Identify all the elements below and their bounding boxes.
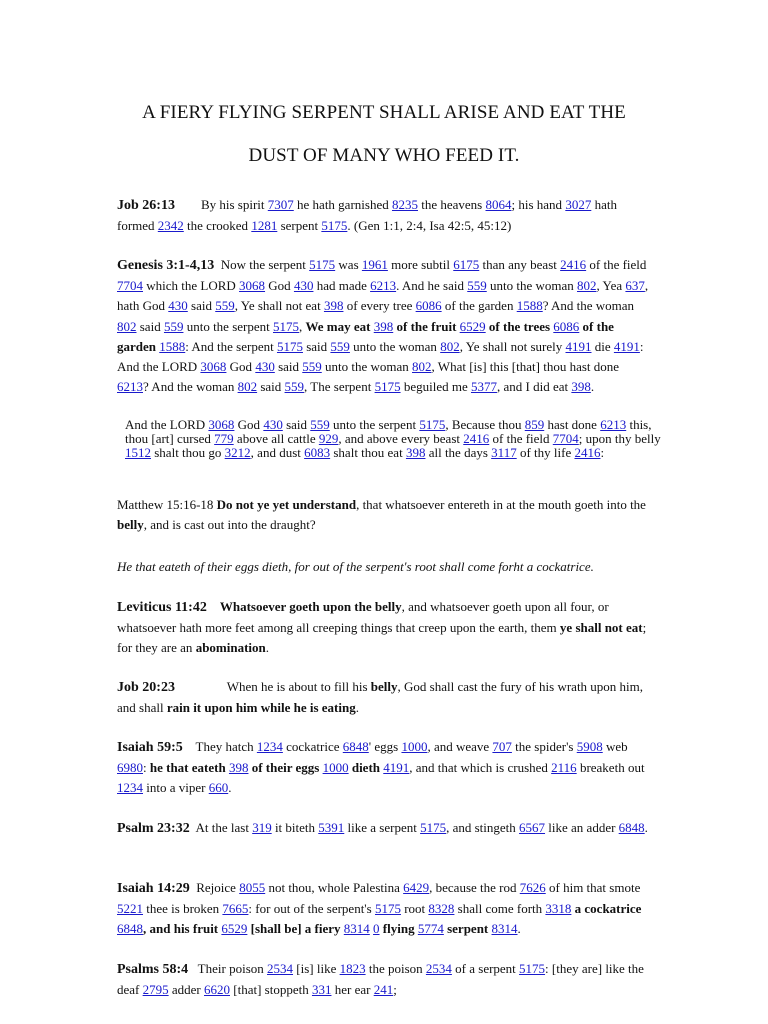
strongs-number-link[interactable]: 6213 <box>117 379 143 395</box>
verse-reference: Psalms 58:4 <box>117 962 189 977</box>
strongs-number-link[interactable]: 430 <box>168 298 188 314</box>
verse-text: ? And the woman <box>542 298 638 314</box>
strongs-number-link[interactable]: 6429 <box>403 880 430 895</box>
verse-reference: Job 26:13 <box>117 198 175 213</box>
strongs-number-link[interactable]: 398 <box>405 445 426 460</box>
bold-text: serpent <box>443 921 492 937</box>
verse-text: By his spirit <box>174 197 268 212</box>
verse-text: he hath garnished <box>293 197 392 212</box>
verse-text: ? And the woman <box>143 379 238 395</box>
strongs-number-link[interactable]: 1588 <box>159 338 186 354</box>
strongs-number-link[interactable]: 3027 <box>565 197 592 212</box>
strongs-number-link[interactable]: 241 <box>373 982 394 998</box>
verse-text: Matthew 15:16-18 <box>117 497 217 512</box>
verse-text: God <box>265 278 294 294</box>
strongs-number-link[interactable]: 1000 <box>401 739 428 754</box>
verse-text: adder <box>168 982 204 998</box>
strongs-number-link[interactable]: 2116 <box>551 760 577 776</box>
strongs-number-link[interactable]: 398 <box>228 760 249 776</box>
verse-text: her ear <box>331 982 374 998</box>
strongs-number-link[interactable]: 3068 <box>239 278 266 294</box>
bold-text: dieth <box>348 760 384 776</box>
verse-reference: Psalm 23:32 <box>117 821 190 836</box>
bold-text: he that eateth <box>149 760 229 776</box>
verse-text: of a serpent <box>451 961 520 976</box>
strongs-number-link[interactable]: 8055 <box>239 880 266 895</box>
verse-text: ; upon thy belly <box>578 431 665 446</box>
strongs-number-link[interactable]: 319 <box>252 820 272 835</box>
strongs-number-link[interactable]: 559 <box>163 318 184 334</box>
verse-job-20-23 <box>117 677 652 718</box>
strongs-number-link[interactable]: 2795 <box>142 982 169 998</box>
verse-text: die <box>591 338 614 354</box>
strongs-number-link[interactable]: 6083 <box>304 445 331 460</box>
strongs-number-link[interactable]: 802 <box>117 318 137 334</box>
verse-text: like an adder <box>545 820 619 835</box>
strongs-number-link[interactable]: 802 <box>237 379 258 395</box>
verse-text: unto the serpent <box>329 417 420 432</box>
bold-text: of their eggs <box>248 760 323 776</box>
verse-text: ; for they are an <box>117 620 650 656</box>
strongs-number-link[interactable]: 1000 <box>322 760 349 776</box>
strongs-number-link[interactable]: 7704 <box>117 278 143 294</box>
verse-text: God <box>234 417 264 432</box>
strongs-number-link[interactable]: 1588 <box>516 298 543 314</box>
strongs-number-link[interactable]: 2416 <box>574 445 601 460</box>
verse-text: more subtil <box>387 257 454 272</box>
verse-text: , Ye shall not surely <box>459 338 566 354</box>
verse-text: hast done <box>544 417 601 432</box>
verse-isaiah-14-29 <box>117 878 652 940</box>
bold-text: belly <box>117 517 144 533</box>
strongs-number-link[interactable]: 5175 <box>374 901 401 917</box>
strongs-number-link[interactable]: 7626 <box>519 880 546 895</box>
verse-psalm-23-32 <box>117 818 652 839</box>
verse-text: , because the rod <box>429 880 520 895</box>
bold-text: Whatsoever goeth upon the belly <box>219 599 402 614</box>
verse-text: , and weave <box>427 739 493 754</box>
strongs-number-link[interactable]: 5175 <box>420 820 447 835</box>
verse-text: : <box>143 760 150 776</box>
verse-text: , and above every beast <box>338 431 464 446</box>
verse-text: , God shall cast the fury of his wrath upon him, and shall <box>117 679 647 716</box>
strongs-number-link[interactable]: 3068 <box>208 417 235 432</box>
bold-text: of the trees <box>485 318 554 334</box>
strongs-number-link[interactable]: 5774 <box>417 921 444 937</box>
strongs-number-link[interactable]: 1281 <box>251 218 278 234</box>
strongs-number-link[interactable]: 0 <box>373 921 380 937</box>
strongs-number-link[interactable]: 7665 <box>222 901 249 917</box>
verse-text: said <box>136 318 164 334</box>
verse-text: , <box>299 318 306 334</box>
strongs-number-link[interactable]: 8235 <box>391 197 418 212</box>
strongs-number-link[interactable]: 6086 <box>553 318 580 334</box>
strongs-number-link[interactable]: 5175 <box>276 338 303 354</box>
strongs-number-link[interactable]: 559 <box>215 298 235 314</box>
bold-text: of the garden <box>117 318 614 354</box>
verse-text: web <box>602 739 631 754</box>
verse-text: the poison <box>365 961 426 976</box>
verse-text: was <box>335 257 362 272</box>
verse-psalms-58-4 <box>117 959 652 1000</box>
verse-text: . <box>228 780 232 796</box>
verse-text: unto the woman <box>486 278 578 294</box>
verse-text: said <box>302 338 331 354</box>
strongs-number-link[interactable]: 6620 <box>204 982 230 998</box>
verse-text: . <box>590 379 595 395</box>
verse-text: said <box>282 417 311 432</box>
bold-text: ye shall not eat <box>559 620 643 636</box>
bold-text: of the fruit <box>393 318 460 334</box>
strongs-number-link[interactable]: 5391 <box>318 820 345 835</box>
bold-text: [shall be] a fiery <box>247 921 344 937</box>
bold-text: , and his fruit <box>143 921 222 937</box>
strongs-number-link[interactable]: 2534 <box>425 961 452 976</box>
verse-text: , Ye shall not eat <box>234 298 324 314</box>
strongs-number-link[interactable]: 707 <box>492 739 512 754</box>
verse-text: unto the serpent <box>183 318 273 334</box>
bold-text: flying <box>379 921 418 937</box>
verse-text <box>207 599 220 614</box>
strongs-number-link[interactable]: 559 <box>330 338 350 354</box>
strongs-number-link[interactable]: 8314 <box>343 921 370 937</box>
verse-text: above all cattle <box>233 431 319 446</box>
verse-text: of thy life <box>516 445 575 460</box>
strongs-number-link[interactable]: 5175 <box>374 379 401 395</box>
verse-reference: Leviticus 11:42 <box>117 600 207 615</box>
verse-text: : And the LORD <box>117 338 647 375</box>
verse-text: not thou, whole Palestina <box>265 880 404 895</box>
strongs-number-link[interactable]: 1234 <box>117 780 143 796</box>
strongs-number-link[interactable]: 6086 <box>415 298 442 314</box>
verse-text: , and that which is crushed <box>409 760 552 776</box>
strongs-number-link[interactable]: 6529 <box>459 318 486 334</box>
strongs-number-link[interactable]: 6213 <box>370 278 397 294</box>
strongs-number-link[interactable]: 5175 <box>309 257 336 272</box>
strongs-number-link[interactable]: 6848 <box>618 820 645 835</box>
strongs-number-link[interactable]: 8314 <box>491 921 518 937</box>
verse-text: hath formed <box>117 197 621 234</box>
strongs-number-link[interactable]: 3117 <box>491 445 517 460</box>
verse-text: Now the serpent <box>214 257 310 272</box>
verse-job-26-13 <box>117 195 652 236</box>
strongs-number-link[interactable]: 1823 <box>339 961 366 976</box>
strongs-number-link[interactable]: 4191 <box>613 338 640 354</box>
strongs-number-link[interactable]: 802 <box>577 278 597 294</box>
verse-genesis-3-14 <box>125 418 665 460</box>
verse-text: And the LORD <box>125 417 209 432</box>
strongs-number-link[interactable]: 6848 <box>117 921 143 937</box>
verse-isaiah-59-5 <box>117 737 652 799</box>
strongs-number-link[interactable]: 5175 <box>419 417 446 432</box>
verse-text: At the last <box>189 820 253 835</box>
verse-text: shalt thou go <box>151 445 225 460</box>
verse-text: . <box>644 820 648 835</box>
verse-matthew-15 <box>117 495 652 535</box>
verse-text: ' eggs <box>368 739 402 754</box>
strongs-number-link[interactable]: 559 <box>467 278 487 294</box>
strongs-number-link[interactable]: 4191 <box>565 338 592 354</box>
italic-quote <box>117 557 652 577</box>
bold-text: belly <box>370 679 398 694</box>
verse-text: , Yea <box>596 278 626 294</box>
verse-text: , The serpent <box>304 379 375 395</box>
verse-text: , that whatsoever entereth in at the mouth goeth into the <box>356 497 650 512</box>
strongs-number-link[interactable]: 7307 <box>267 197 294 212</box>
strongs-number-link[interactable]: 2416 <box>463 431 490 446</box>
strongs-number-link[interactable]: 1512 <box>125 445 151 460</box>
verse-text: : [they are] like the deaf <box>117 961 648 998</box>
strongs-number-link[interactable]: 5221 <box>117 901 143 917</box>
strongs-number-link[interactable]: 559 <box>310 417 330 432</box>
verse-text: it biteth <box>271 820 319 835</box>
verse-text: the heavens <box>417 197 486 212</box>
verse-text: serpent <box>277 218 322 234</box>
bold-text: Do not ye yet understand <box>216 497 357 512</box>
verse-text: Their poison <box>188 961 268 976</box>
strongs-number-link[interactable]: 1961 <box>361 257 388 272</box>
strongs-number-link[interactable]: 6213 <box>600 417 627 432</box>
verse-text: He that eateth of their eggs dieth, for out of the serpent's root shall come forht a cockatrice. <box>117 559 594 574</box>
verse-text: ; <box>393 982 397 998</box>
verse-text: , hath God <box>117 278 652 314</box>
strongs-number-link[interactable]: 5377 <box>470 379 497 395</box>
verse-text: said <box>274 359 303 375</box>
strongs-number-link[interactable]: 3212 <box>224 445 251 460</box>
verse-text: breaketh out <box>576 760 648 776</box>
verse-text: . (Gen 1:1, 2:4, Isa 42:5, 45:12) <box>347 218 512 234</box>
strongs-number-link[interactable]: 331 <box>311 982 332 998</box>
verse-text: Rejoice <box>189 880 240 895</box>
verse-text: like a serpent <box>344 820 421 835</box>
verse-text: into a viper <box>143 780 209 796</box>
verse-text: of every tree <box>343 298 416 314</box>
verse-text: , What [is] this [that] thou hast done <box>431 359 623 375</box>
verse-reference: Job 20:23 <box>117 680 175 695</box>
strongs-number-link[interactable]: 802 <box>440 338 460 354</box>
verse-text: , and is cast out into the draught? <box>143 517 316 533</box>
strongs-number-link[interactable]: 929 <box>318 431 339 446</box>
strongs-number-link[interactable]: 7704 <box>552 431 579 446</box>
strongs-number-link[interactable]: 5175 <box>519 961 546 976</box>
verse-text: of the field <box>586 257 650 272</box>
verse-text: God <box>226 359 256 375</box>
strongs-number-link[interactable]: 5175 <box>273 318 299 334</box>
strongs-number-link[interactable]: 559 <box>284 379 305 395</box>
verse-text: . <box>265 640 270 656</box>
verse-text: . <box>355 700 359 716</box>
strongs-number-link[interactable]: 3318 <box>545 901 572 917</box>
verse-text: ; his hand <box>511 197 566 212</box>
strongs-number-link[interactable]: 660 <box>208 780 229 796</box>
strongs-number-link[interactable]: 6175 <box>453 257 480 272</box>
strongs-number-link[interactable]: 4191 <box>383 760 410 776</box>
verse-text: , and dust <box>250 445 305 460</box>
strongs-number-link[interactable]: 802 <box>412 359 432 375</box>
strongs-number-link[interactable]: 430 <box>263 417 283 432</box>
verse-text: [that] stoppeth <box>230 982 312 998</box>
document-title-line-1: A FIERY FLYING SERPENT SHALL ARISE AND EAT THE <box>142 102 626 123</box>
verse-text: , and stingeth <box>446 820 520 835</box>
verse-text: the spider's <box>511 739 577 754</box>
verse-text: , and I did eat <box>496 379 572 395</box>
verse-text: than any beast <box>479 257 561 272</box>
verse-text: unto the woman <box>349 338 441 354</box>
strongs-number-link[interactable]: 430 <box>293 278 314 294</box>
verse-reference: Genesis 3:1-4,13 <box>117 258 215 273</box>
verse-text: unto the woman <box>321 359 413 375</box>
document-title-line-2: DUST OF MANY WHO FEED IT. <box>248 145 520 166</box>
verse-text: of him that smote <box>545 880 644 895</box>
verse-text: which the LORD <box>143 278 240 294</box>
verse-text: said <box>257 379 285 395</box>
verse-text: When he is about to fill his <box>174 679 371 694</box>
verse-text: said <box>187 298 216 314</box>
verse-text: [is] like <box>293 961 340 976</box>
strongs-number-link[interactable]: 1234 <box>256 739 283 754</box>
strongs-number-link[interactable]: 2342 <box>157 218 184 234</box>
verse-text: thee is broken <box>143 901 223 917</box>
strongs-number-link[interactable]: 8064 <box>485 197 512 212</box>
strongs-number-link[interactable]: 430 <box>255 359 275 375</box>
verse-text: shall come forth <box>454 901 546 917</box>
verse-text: beguiled me <box>400 379 471 395</box>
strongs-number-link[interactable]: 859 <box>524 417 545 432</box>
strongs-number-link[interactable]: 2534 <box>267 961 294 976</box>
strongs-number-link[interactable]: 5175 <box>321 218 348 234</box>
strongs-number-link[interactable]: 8328 <box>428 901 455 917</box>
verse-text: . <box>517 921 521 937</box>
verse-text: They hatch <box>182 739 257 754</box>
strongs-number-link[interactable]: 398 <box>571 379 591 395</box>
verse-text: , and whatsoever goeth upon all four, or whatsoever hath more feet among all creeping things that creep upon the earth, them <box>117 599 612 636</box>
verse-text: had made <box>313 278 371 294</box>
strongs-number-link[interactable]: 6529 <box>221 921 248 937</box>
bold-text: rain it upon him while he is eating <box>166 700 356 716</box>
verse-text: : And the serpent <box>185 338 277 354</box>
strongs-number-link[interactable]: 2416 <box>560 257 587 272</box>
verse-text: shalt thou eat <box>330 445 406 460</box>
verse-reference: Isaiah 14:29 <box>117 881 190 896</box>
verse-reference: Isaiah 59:5 <box>117 740 183 755</box>
strongs-number-link[interactable]: 779 <box>214 431 234 446</box>
bold-text: abomination <box>195 640 266 656</box>
verse-genesis-3 <box>117 255 652 397</box>
bold-text: a cockatrice <box>571 901 642 917</box>
strongs-number-link[interactable]: 5908 <box>576 739 603 754</box>
bold-text: We may eat <box>305 318 374 334</box>
verse-text: : for out of the serpent's <box>248 901 375 917</box>
verse-text: cockatrice <box>282 739 343 754</box>
verse-text: of the garden <box>441 298 517 314</box>
verse-text: root <box>400 901 429 917</box>
verse-text: of the field <box>489 431 553 446</box>
strongs-number-link[interactable]: 6848 <box>342 739 369 754</box>
strongs-number-link[interactable]: 398 <box>373 318 394 334</box>
verse-text: this, thou [art] cursed <box>125 417 655 446</box>
verse-leviticus-11-42 <box>117 597 652 659</box>
strongs-number-link[interactable]: 6980 <box>117 760 143 776</box>
verse-text: all the days <box>425 445 492 460</box>
strongs-number-link[interactable]: 637 <box>625 278 645 294</box>
verse-text: . And he said <box>396 278 468 294</box>
verse-text: the crooked <box>183 218 252 234</box>
verse-text: , Because thou <box>445 417 525 432</box>
verse-text: : <box>600 445 605 460</box>
strongs-number-link[interactable]: 398 <box>323 298 344 314</box>
strongs-number-link[interactable]: 3068 <box>200 359 227 375</box>
strongs-number-link[interactable]: 6567 <box>519 820 546 835</box>
strongs-number-link[interactable]: 559 <box>302 359 322 375</box>
